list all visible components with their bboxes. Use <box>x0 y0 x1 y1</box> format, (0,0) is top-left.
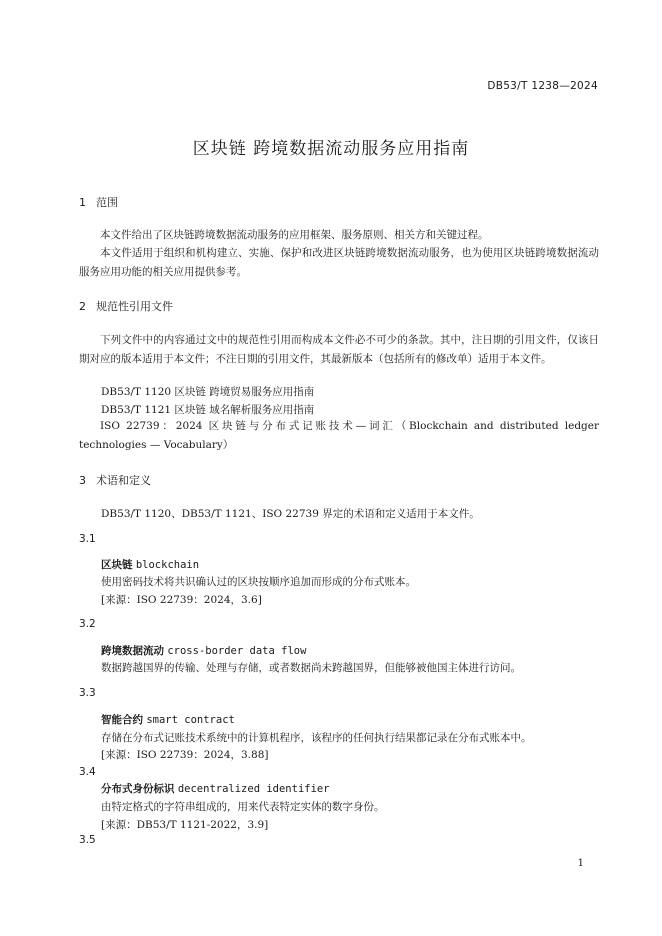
term-heading <box>101 557 199 572</box>
term-number: 3.1 <box>79 533 96 545</box>
section-title: 术语和定义 <box>96 474 151 487</box>
reference-item: ISO 22739：2024 区块链与分布式记账技术—词汇（Blockchain and distributed ledger technologies — Vocabulary） <box>79 420 599 451</box>
section-title: 规范性引用文件 <box>96 300 173 313</box>
term-heading <box>101 781 330 796</box>
term-number: 3.2 <box>79 618 96 630</box>
term-definition: 数据跨越国界的传输、处理与存储，或者数据尚未跨越国界，但能够被他国主体进行访问。 <box>101 662 521 674</box>
term-zh: 跨境数据流动 <box>101 645 164 657</box>
term-en: decentralized identifier <box>177 783 330 795</box>
term-number: 3.4 <box>79 766 96 778</box>
paragraph: 本文件给出了区块链跨境数据流动服务的应用框架、服务原则、相关方和关键过程。 <box>100 229 489 241</box>
term-definition: 存储在分布式记账技术系统中的计算机程序，该程序的任何执行结果都记录在分布式账本中。 <box>101 732 532 744</box>
term-zh: 智能合约 <box>101 714 143 726</box>
term-en: cross-border data flow <box>167 645 307 657</box>
term-en: blockchain <box>135 559 200 571</box>
section-2-heading <box>79 298 173 314</box>
term-heading <box>101 643 306 658</box>
term-heading <box>101 712 235 727</box>
term-number: 3.5 <box>79 834 96 846</box>
document-code: DB53/T 1238—2024 <box>487 80 598 92</box>
page-number: 1 <box>577 858 584 869</box>
paragraph: 本文件适用于组织和机构建立、实施、保护和改进区块链跨境数据流动服务，也为使用区块链跨境数据流动服务应用功能的相关应用提供参考。 <box>79 247 599 278</box>
term-definition: 使用密码技术将共识确认过的区块按顺序追加而形成的分布式账本。 <box>101 576 416 588</box>
reference-item: DB53/T 1120 区块链 跨境贸易服务应用指南 <box>101 386 315 398</box>
paragraph: DB53/T 1120、DB53/T 1121、ISO 22739 界定的术语和定义适用于本文件。 <box>101 508 480 520</box>
term-source: [来源：ISO 22739：2024，3.88] <box>101 749 269 761</box>
term-en: smart contract <box>146 714 235 726</box>
reference-item: DB53/T 1121 区块链 域名解析服务应用指南 <box>101 404 315 416</box>
section-title: 范围 <box>96 196 118 209</box>
term-source: [来源：ISO 22739：2024，3.6] <box>101 594 262 606</box>
page-title: 区块链 跨境数据流动服务应用指南 <box>192 139 470 159</box>
term-zh: 区块链 <box>101 559 133 571</box>
section-number: 2 <box>79 300 86 313</box>
paragraph: 下列文件中的内容通过文中的规范性引用而构成本文件必不可少的条款。其中，注日期的引用文件，仅该日期对应的版本适用于本文件；不注日期的引用文件，其最新版本（包括所有的修改单）适用于本文件。 <box>79 334 599 365</box>
term-number: 3.3 <box>79 687 96 699</box>
term-source: [来源：DB53/T 1121-2022，3.9] <box>101 819 269 831</box>
section-1-heading <box>79 194 118 210</box>
term-zh: 分布式身份标识 <box>101 783 175 795</box>
section-number: 3 <box>79 474 86 487</box>
section-3-heading <box>79 472 151 488</box>
section-number: 1 <box>79 196 86 209</box>
term-definition: 由特定格式的字符串组成的，用来代表特定实体的数字身份。 <box>101 801 385 813</box>
